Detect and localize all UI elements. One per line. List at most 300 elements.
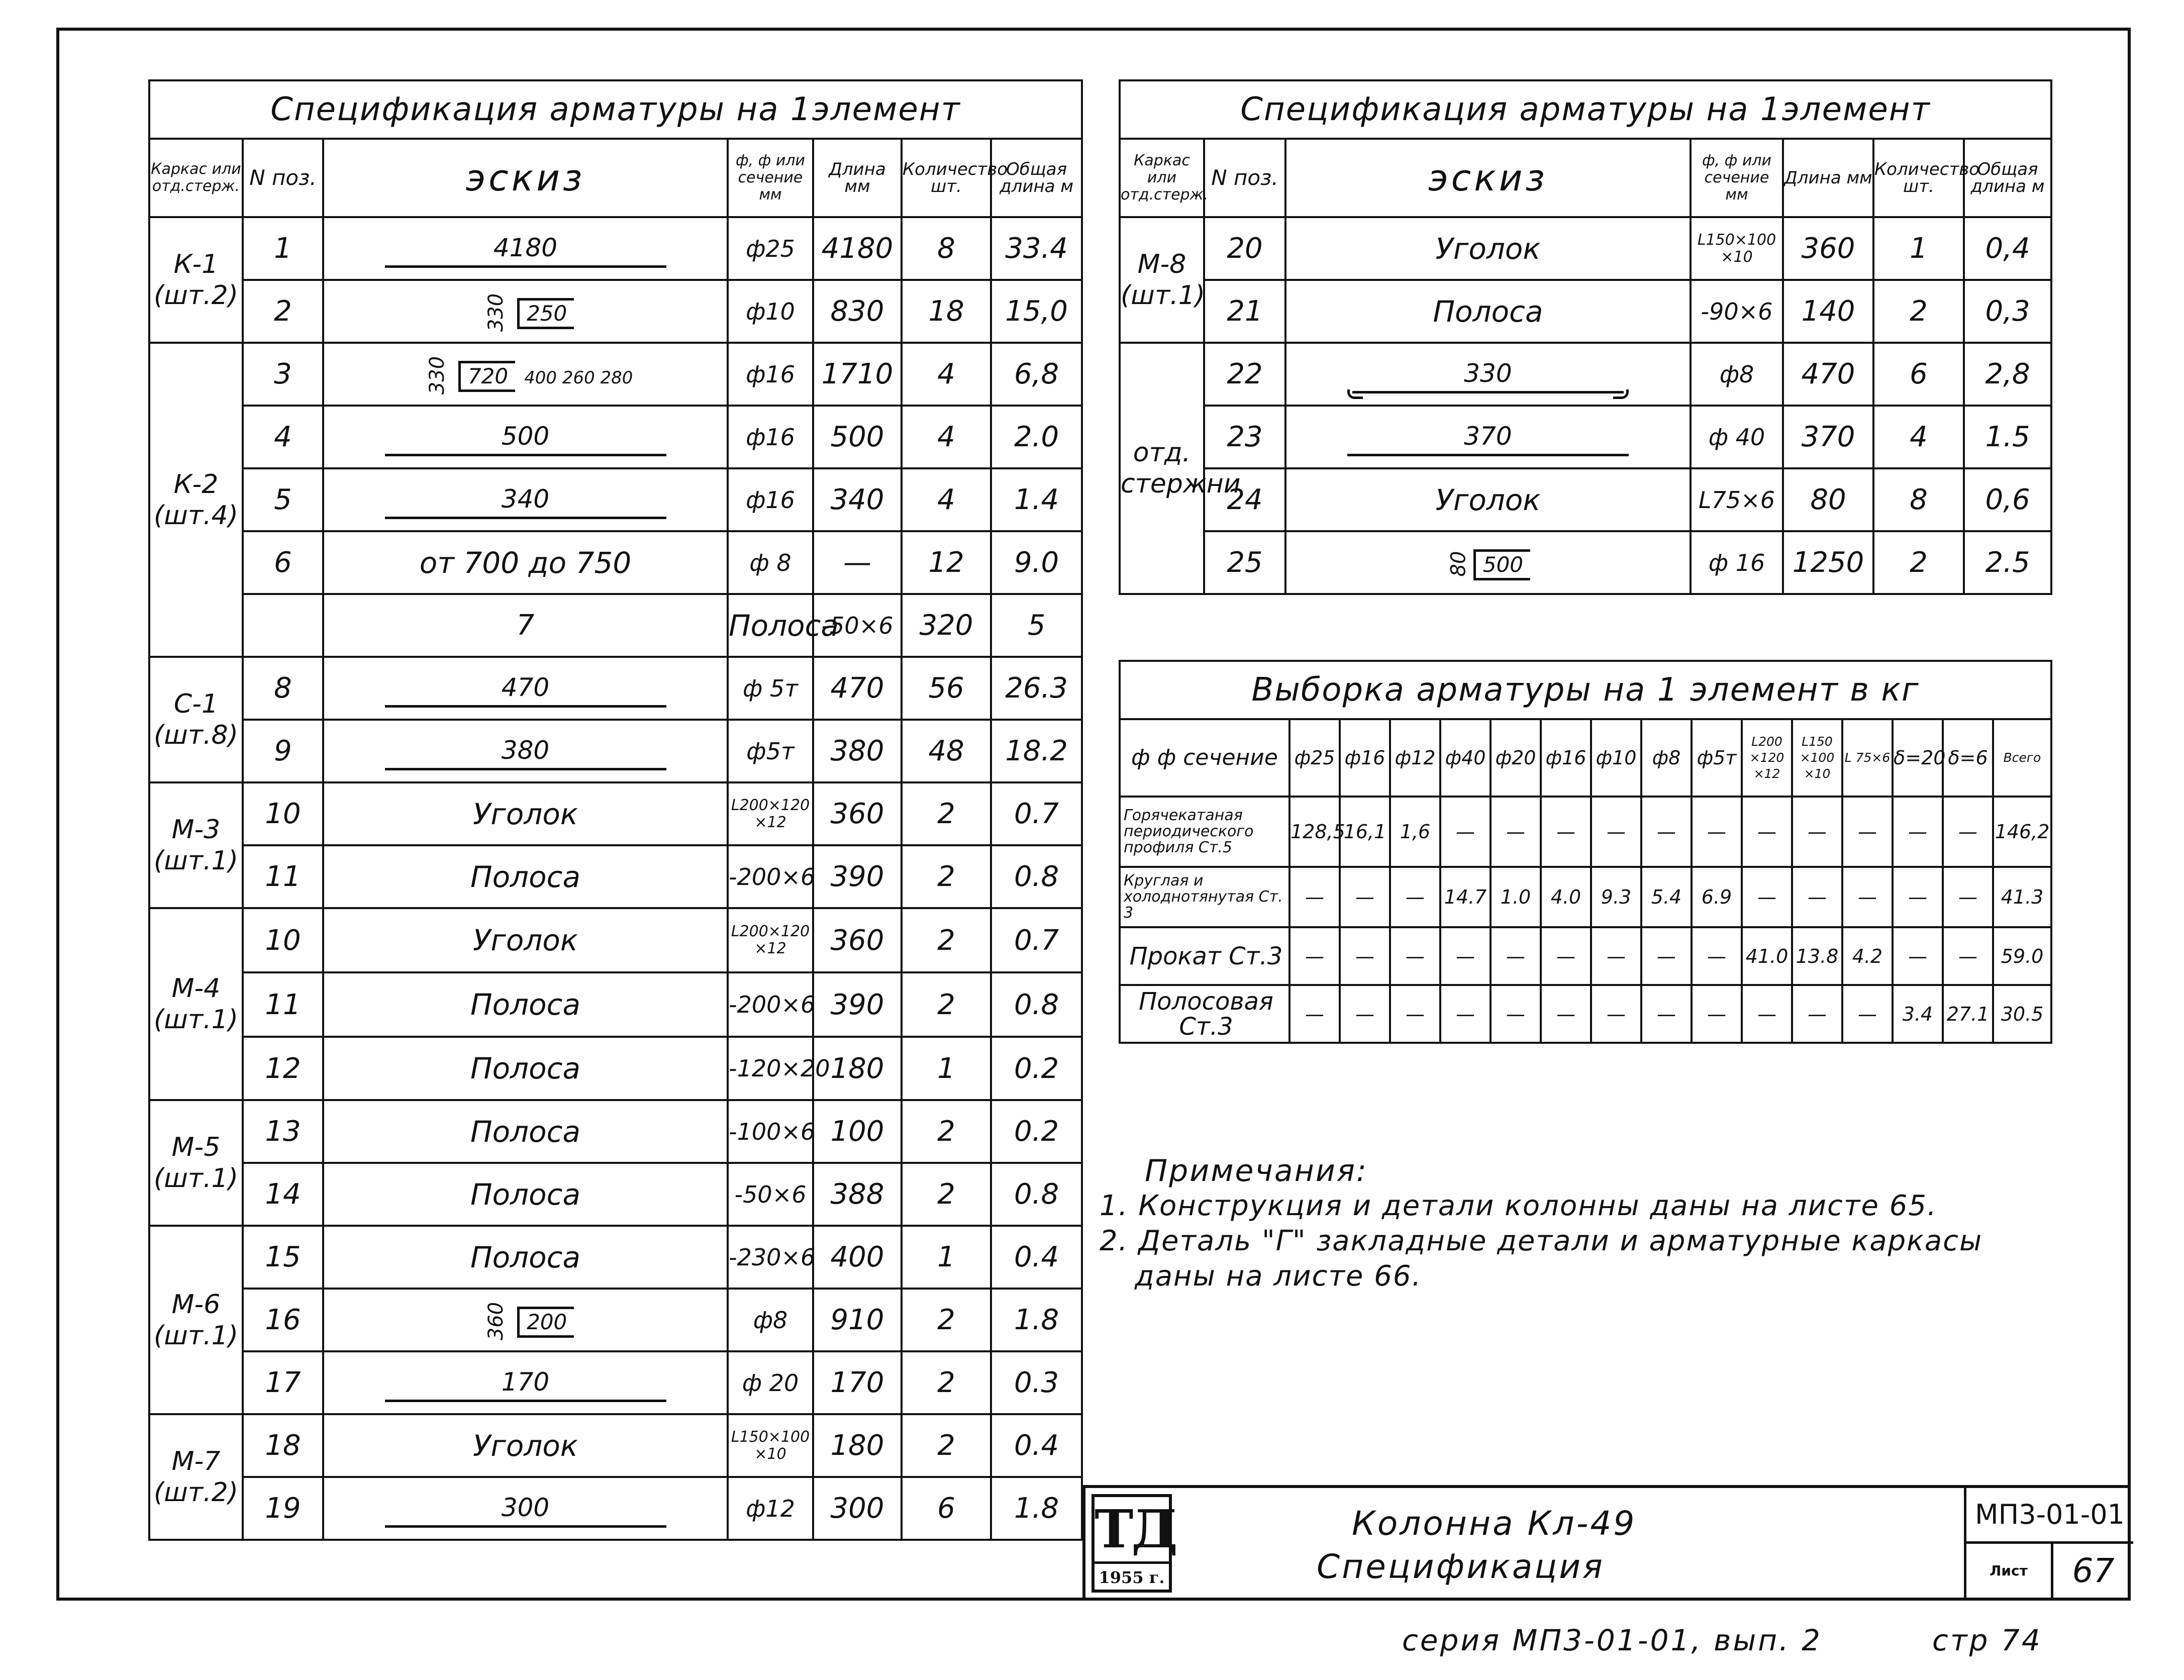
- position-cell: 2: [243, 280, 323, 343]
- selection-value: —: [1440, 985, 1491, 1043]
- selection-value: 4.0: [1541, 867, 1591, 927]
- selection-value: 1.0: [1491, 867, 1541, 927]
- selection-value: —: [1541, 797, 1591, 867]
- diameter-cell: -100×6: [728, 1100, 813, 1163]
- quantity-cell: 6: [1873, 343, 1964, 406]
- straight-bar-sketch: 380: [385, 736, 666, 770]
- diameter-cell: L200×120 ×12: [728, 782, 813, 845]
- selection-column-header: ф10: [1591, 719, 1641, 797]
- total-length-cell: 1.4: [991, 468, 1082, 531]
- length-cell: 400: [813, 1226, 902, 1289]
- frame-cell: М-5 (шт.1): [149, 1100, 243, 1226]
- table-row: [149, 1351, 1082, 1414]
- length-cell: 170: [813, 1351, 902, 1414]
- table-row: [149, 845, 1082, 908]
- selection-value: —: [1289, 985, 1340, 1043]
- right-table-header: [1120, 139, 2051, 217]
- selection-row-label: Прокат Ст.3: [1120, 927, 1289, 985]
- selection-value: —: [1591, 985, 1641, 1043]
- left-table-header: [149, 139, 1082, 217]
- length-cell: 360: [1783, 217, 1873, 280]
- table-row: [149, 1414, 1082, 1477]
- table-row: [149, 720, 1082, 782]
- length-cell: 910: [813, 1289, 902, 1351]
- straight-bar-sketch: 300: [385, 1493, 666, 1528]
- total-length-cell: 0.8: [991, 1163, 1082, 1226]
- diameter-cell: ф 8: [728, 531, 813, 594]
- diameter-cell: L150×100 ×10: [1691, 217, 1783, 280]
- selection-value: 4.2: [1842, 927, 1893, 985]
- diameter-cell: -230×6: [728, 1226, 813, 1289]
- total-length-cell: 0.2: [991, 1037, 1082, 1100]
- bent-bar-sketch: 720: [458, 361, 515, 392]
- diameter-cell: L200×120 ×12: [728, 908, 813, 972]
- sketch-cell: [323, 908, 728, 972]
- total-length-cell: 0.7: [991, 782, 1082, 845]
- note-item-2: 2. Деталь "Г" закладные детали и арматурные каркасы: [1100, 1225, 1983, 1257]
- sketch-cell: [323, 1163, 728, 1226]
- selection-value: —: [1692, 797, 1742, 867]
- sketch-cell: [1285, 280, 1691, 343]
- sketch-label: Уголок: [473, 1428, 578, 1463]
- position-cell: 6: [243, 531, 323, 594]
- straight-bar-sketch: 470: [385, 673, 666, 708]
- note-item-3: даны на листе 66.: [1135, 1260, 1422, 1293]
- selection-value: —: [1390, 927, 1440, 985]
- quantity-cell: 4: [902, 406, 991, 468]
- selection-value: —: [1792, 985, 1842, 1043]
- table-row: [149, 280, 1082, 343]
- position-cell: 4: [243, 406, 323, 468]
- drawing-code: МП3-01-01: [1964, 1488, 2133, 1544]
- frame-cell: К-1 (шт.2): [149, 217, 243, 343]
- quantity-cell: 12: [902, 531, 991, 594]
- position-cell: 24: [1204, 468, 1285, 531]
- diameter-cell: ф16: [728, 343, 813, 406]
- sketch-cell: [323, 972, 728, 1037]
- position-cell: 18: [243, 1414, 323, 1477]
- table-row: [149, 782, 1082, 845]
- position-cell: 10: [243, 782, 323, 845]
- table-row: [1120, 280, 2051, 343]
- header-pos: N поз.: [1204, 139, 1285, 217]
- table-row: [149, 406, 1082, 468]
- straight-bar-sketch: 4180: [385, 233, 666, 268]
- table-row: [149, 657, 1082, 720]
- selection-row: [1120, 927, 2051, 985]
- sketch-label: Полоса: [470, 859, 581, 894]
- table-row: [149, 594, 1082, 657]
- length-cell: 380: [813, 720, 902, 782]
- straight-bar-sketch: 340: [385, 484, 666, 519]
- sketch-side-dimension: 330: [425, 356, 449, 395]
- header-frame: Каркас или отд.стерж.: [149, 139, 243, 217]
- position-cell: 13: [243, 1100, 323, 1163]
- td-logo: [1091, 1494, 1176, 1593]
- position-cell: 9: [243, 720, 323, 782]
- right-spec-table: [1119, 79, 2052, 595]
- header-pos: N поз.: [243, 139, 323, 217]
- sketch-cell: [323, 1289, 728, 1351]
- selection-value: —: [1641, 927, 1692, 985]
- diameter-cell: ф16: [728, 406, 813, 468]
- selection-row-label: Горячекатаная периодического профиля Ст.5: [1120, 797, 1289, 867]
- sketch-cell: [1285, 468, 1691, 531]
- selection-value: 59.0: [1993, 927, 2051, 985]
- selection-value: —: [1541, 985, 1591, 1043]
- position-cell: 25: [1204, 531, 1285, 594]
- frame-cell: М-8 (шт.1): [1120, 217, 1204, 343]
- series-caption: серия МП3-01-01, вып. 2: [1402, 1623, 1822, 1657]
- straight-bar-sketch: 500: [385, 422, 666, 456]
- total-length-cell: 2.5: [1964, 531, 2051, 594]
- sketch-cell: [323, 531, 728, 594]
- selection-value: 27.1: [1943, 985, 1993, 1043]
- frame-cell: К-2 (шт.4): [149, 343, 243, 657]
- selection-column-header: L150 ×100 ×10: [1792, 719, 1842, 797]
- length-cell: 4180: [813, 217, 902, 280]
- selection-value: —: [1340, 927, 1390, 985]
- diameter-cell: -200×6: [728, 972, 813, 1037]
- selection-value: —: [1893, 867, 1943, 927]
- selection-value: —: [1792, 797, 1842, 867]
- right-table-title: Спецификация арматуры на 1элемент: [1120, 80, 2051, 139]
- length-cell: 180: [813, 1414, 902, 1477]
- diameter-cell: -50×6: [728, 1163, 813, 1226]
- page-number: стр 74: [1932, 1623, 2042, 1657]
- diameter-cell: ф8: [728, 1289, 813, 1351]
- selection-value: 41.0: [1742, 927, 1792, 985]
- left-spec-table: [148, 79, 1083, 1541]
- diameter-cell: ф10: [728, 280, 813, 343]
- selection-value: —: [1591, 927, 1641, 985]
- frame-cell: отд. стержни: [1120, 343, 1204, 594]
- diameter-cell: L75×6: [1691, 468, 1783, 531]
- quantity-cell: 1: [902, 1226, 991, 1289]
- selection-value: —: [1742, 985, 1792, 1043]
- selection-corner: ф ф сечение: [1120, 719, 1289, 797]
- selection-value: —: [1842, 867, 1893, 927]
- selection-value: 14.7: [1440, 867, 1491, 927]
- notes-heading: Примечания:: [1145, 1153, 1368, 1189]
- header-sketch: эскиз: [323, 139, 728, 217]
- selection-value: —: [1340, 985, 1390, 1043]
- quantity-cell: 4: [902, 343, 991, 406]
- note-item-1: 1. Конструкция и детали колонны даны на листе 65.: [1100, 1190, 1937, 1222]
- selection-column-header: δ=6: [1943, 719, 1993, 797]
- selection-value: —: [1842, 985, 1893, 1043]
- length-cell: 388: [813, 1163, 902, 1226]
- length-cell: 390: [813, 845, 902, 908]
- table-row: [1120, 531, 2051, 594]
- header-length: Длина мм: [1783, 139, 1873, 217]
- selection-value: —: [1491, 797, 1541, 867]
- position-cell: 1: [243, 217, 323, 280]
- selection-value: —: [1491, 985, 1541, 1043]
- length-cell: 390: [813, 972, 902, 1037]
- selection-value: —: [1390, 867, 1440, 927]
- sketch-label: Полоса: [470, 1114, 581, 1149]
- length-cell: 370: [1783, 406, 1873, 468]
- length-cell: 1250: [1783, 531, 1873, 594]
- sketch-label: Уголок: [1435, 231, 1541, 266]
- length-cell: 140: [1783, 280, 1873, 343]
- selection-value: —: [1893, 797, 1943, 867]
- selection-row: [1120, 867, 2051, 927]
- selection-column-header: ф20: [1491, 719, 1541, 797]
- selection-column-header: L200 ×120 ×12: [1742, 719, 1792, 797]
- title-block: [1082, 1485, 2131, 1601]
- quantity-cell: 2: [902, 845, 991, 908]
- total-length-cell: 0,4: [1964, 217, 2051, 280]
- selection-column-header: L 75×6: [1842, 719, 1893, 797]
- position-cell: 17: [243, 1351, 323, 1414]
- length-cell: 360: [813, 782, 902, 845]
- hooked-bar-sketch: 330: [1352, 359, 1624, 393]
- selection-column-header: δ=20: [1893, 719, 1943, 797]
- length-cell: 1710: [813, 343, 902, 406]
- sketch-label: от 700 до 750: [419, 545, 632, 580]
- position-cell: 11: [243, 972, 323, 1037]
- diameter-cell: ф12: [728, 1477, 813, 1540]
- quantity-cell: 6: [902, 1477, 991, 1540]
- position-cell: 15: [243, 1226, 323, 1289]
- bent-bar-sketch: 500: [1473, 549, 1530, 580]
- diameter-cell: ф16: [728, 468, 813, 531]
- length-cell: 360: [813, 908, 902, 972]
- length-cell: 500: [813, 406, 902, 468]
- selection-value: —: [1641, 985, 1692, 1043]
- notes: [1100, 1153, 2054, 1294]
- quantity-cell: 2: [902, 972, 991, 1037]
- sketch-cell: [323, 1100, 728, 1163]
- table-row: [149, 343, 1082, 406]
- selection-value: —: [1591, 797, 1641, 867]
- diameter-cell: ф 5т: [728, 657, 813, 720]
- total-length-cell: 9.0: [991, 531, 1082, 594]
- sketch-cell: [1285, 406, 1691, 468]
- sketch-cell: [323, 1414, 728, 1477]
- position-cell: 14: [243, 1163, 323, 1226]
- sketch-side-dimension: 360: [484, 1302, 508, 1341]
- header-total: Общая длина м: [991, 139, 1082, 217]
- selection-value: 1,6: [1390, 797, 1440, 867]
- length-cell: 180: [813, 1037, 902, 1100]
- quantity-cell: 48: [902, 720, 991, 782]
- table-row: [149, 468, 1082, 531]
- selection-value: —: [1943, 867, 1993, 927]
- length-cell: —: [813, 531, 902, 594]
- selection-column-header: ф25: [1289, 719, 1340, 797]
- selection-value: 9.3: [1591, 867, 1641, 927]
- header-length: Длина мм: [813, 139, 902, 217]
- selection-value: —: [1440, 797, 1491, 867]
- selection-value: 3.4: [1893, 985, 1943, 1043]
- left-table-body: [149, 217, 1082, 1540]
- sketch-label: Полоса: [470, 1177, 581, 1212]
- selection-column-header: ф5т: [1692, 719, 1742, 797]
- frame-cell: [243, 594, 323, 657]
- header-diameter: ф, ф или сечение мм: [728, 139, 813, 217]
- logo-text: ТД: [1095, 1498, 1176, 1560]
- sketch-label: Полоса: [470, 987, 581, 1022]
- selection-value: —: [1289, 927, 1340, 985]
- table-row: [149, 908, 1082, 972]
- selection-value: —: [1943, 797, 1993, 867]
- selection-value: —: [1792, 867, 1842, 927]
- selection-value: —: [1289, 867, 1340, 927]
- sketch-label: Уголок: [473, 923, 578, 957]
- diameter-cell: ф 20: [728, 1351, 813, 1414]
- selection-value: —: [1742, 867, 1792, 927]
- frame-cell: М-7 (шт.2): [149, 1414, 243, 1540]
- quantity-cell: 2: [1873, 280, 1964, 343]
- left-table-title: Спецификация арматуры на 1элемент: [149, 80, 1082, 139]
- sketch-cell: [323, 1351, 728, 1414]
- sketch-cell: [323, 782, 728, 845]
- table-row: [149, 972, 1082, 1037]
- sketch-cell: [323, 845, 728, 908]
- position-cell: 20: [1204, 217, 1285, 280]
- sketch-label: Уголок: [473, 797, 578, 831]
- quantity-cell: 2: [902, 1414, 991, 1477]
- total-length-cell: 2.0: [991, 406, 1082, 468]
- selection-column-header: Всего: [1993, 719, 2051, 797]
- logo-year: 1955 г.: [1095, 1561, 1169, 1591]
- length-cell: 300: [813, 1477, 902, 1540]
- selection-row: [1120, 797, 2051, 867]
- quantity-cell: 1: [902, 1037, 991, 1100]
- sketch-cell: [1285, 217, 1691, 280]
- selection-value: —: [1541, 927, 1591, 985]
- diameter-cell: ф 40: [1691, 406, 1783, 468]
- sketch-cell: [323, 406, 728, 468]
- straight-bar-sketch: 370: [1347, 422, 1629, 456]
- total-length-cell: 0.8: [991, 845, 1082, 908]
- quantity-cell: 2: [902, 1289, 991, 1351]
- header-frame: Каркас или отд.стерж.: [1120, 139, 1204, 217]
- selection-value: 146,2: [1993, 797, 2051, 867]
- total-length-cell: 0.4: [991, 1226, 1082, 1289]
- position-cell: 3: [243, 343, 323, 406]
- sketch-cell: [323, 720, 728, 782]
- table-row: [1120, 468, 2051, 531]
- length-cell: 470: [813, 657, 902, 720]
- table-row: [1120, 406, 2051, 468]
- position-cell: 21: [1204, 280, 1285, 343]
- selection-column-header: ф8: [1641, 719, 1692, 797]
- quantity-cell: 4: [1873, 406, 1964, 468]
- table-row: [149, 1163, 1082, 1226]
- selection-value: —: [1390, 985, 1440, 1043]
- quantity-cell: 8: [902, 217, 991, 280]
- table-row: [149, 217, 1082, 280]
- sketch-label: Полоса: [729, 608, 839, 643]
- table-row: [149, 1477, 1082, 1540]
- selection-value: 16,1: [1340, 797, 1390, 867]
- position-cell: 5: [243, 468, 323, 531]
- drawing-title: [1317, 1502, 1636, 1589]
- header-quantity: Количество шт.: [902, 139, 991, 217]
- sketch-cell: [323, 657, 728, 720]
- quantity-cell: 2: [902, 782, 991, 845]
- sketch-cell: [323, 280, 728, 343]
- total-length-cell: 15,0: [991, 280, 1082, 343]
- selection-value: —: [1742, 797, 1792, 867]
- table-row: [149, 1037, 1082, 1100]
- sketch-label: Полоса: [1433, 294, 1543, 329]
- position-cell: 19: [243, 1477, 323, 1540]
- quantity-cell: 5: [991, 594, 1082, 657]
- total-length-cell: 2,8: [1964, 343, 2051, 406]
- sketch-label: Полоса: [470, 1051, 581, 1085]
- position-cell: 22: [1204, 343, 1285, 406]
- total-length-cell: 0.2: [991, 1100, 1082, 1163]
- selection-value: —: [1943, 927, 1993, 985]
- sketch-cell: [323, 343, 728, 406]
- sheet-label: Лист: [1966, 1541, 2053, 1601]
- position-cell: 8: [243, 657, 323, 720]
- diameter-cell: ф25: [728, 217, 813, 280]
- selection-header: [1120, 719, 2051, 797]
- selection-value: 6.9: [1692, 867, 1742, 927]
- quantity-cell: 2: [902, 1351, 991, 1414]
- total-length-cell: 0.8: [991, 972, 1082, 1037]
- diameter-cell: L150×100 ×10: [728, 1414, 813, 1477]
- position-cell: 16: [243, 1289, 323, 1351]
- sketch-cell: [1285, 343, 1691, 406]
- total-length-cell: 0.4: [991, 1414, 1082, 1477]
- sketch-cell: [323, 217, 728, 280]
- selection-row-label: Круглая и холоднотянутая Ст. 3: [1120, 867, 1289, 927]
- bent-bar-sketch: 250: [517, 298, 574, 329]
- bent-bar-sketch: 200: [517, 1307, 574, 1338]
- selection-value: —: [1440, 927, 1491, 985]
- selection-value: 128,5: [1289, 797, 1340, 867]
- position-cell: 23: [1204, 406, 1285, 468]
- sketch-cell: [728, 594, 839, 657]
- selection-value: 5.4: [1641, 867, 1692, 927]
- selection-column-header: ф40: [1440, 719, 1491, 797]
- quantity-cell: 2: [902, 908, 991, 972]
- total-length-cell: 18.2: [991, 720, 1082, 782]
- sketch-cell: [323, 468, 728, 531]
- quantity-cell: 4: [902, 468, 991, 531]
- length-cell: 100: [813, 1100, 902, 1163]
- table-row: [1120, 217, 2051, 280]
- table-row: [149, 1226, 1082, 1289]
- sketch-label: Полоса: [470, 1240, 581, 1274]
- diameter-cell: ф5т: [728, 720, 813, 782]
- header-sketch: эскиз: [1285, 139, 1691, 217]
- sketch-side-dimension: 330: [484, 293, 508, 332]
- total-length-cell: 26.3: [991, 657, 1082, 720]
- selection-title: Выборка арматуры на 1 элемент в кг: [1120, 661, 2051, 719]
- frame-cell: С-1 (шт.8): [149, 657, 243, 782]
- table-row: [149, 1289, 1082, 1351]
- diameter-cell: -120×20: [728, 1037, 813, 1100]
- selection-value: 30.5: [1993, 985, 2051, 1043]
- sketch-cell: [323, 1477, 728, 1540]
- selection-value: —: [1641, 797, 1692, 867]
- diameter-cell: -90×6: [1691, 280, 1783, 343]
- sketch-side-dimension: 80: [1447, 551, 1470, 577]
- header-total: Общая длина м: [1964, 139, 2051, 217]
- total-length-cell: 0.7: [991, 908, 1082, 972]
- quantity-cell: 1: [1873, 217, 1964, 280]
- selection-row-label: Полосовая Ст.3: [1120, 985, 1289, 1043]
- sheet-box: [1964, 1541, 2133, 1601]
